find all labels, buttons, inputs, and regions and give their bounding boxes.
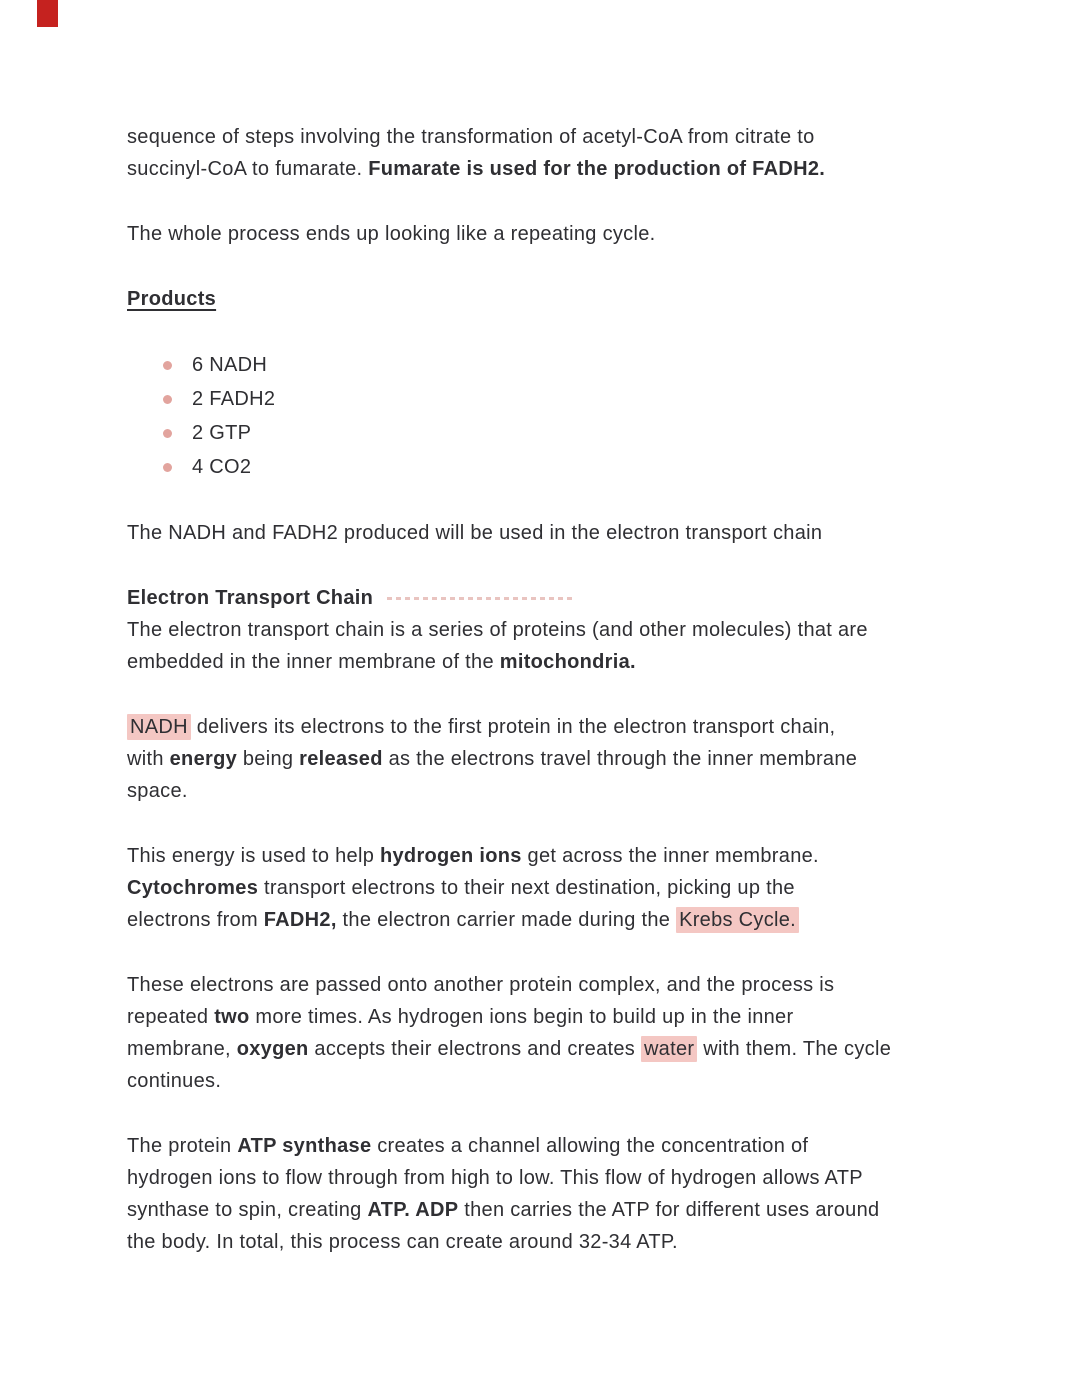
text-run: as the electrons travel through the inner membrane bbox=[382, 748, 858, 770]
text-line bbox=[127, 904, 967, 936]
paragraph-cytochromes bbox=[127, 840, 967, 936]
bold-text: Electron Transport Chain bbox=[127, 587, 374, 609]
text-run: succinyl-CoA to fumarate. bbox=[127, 158, 369, 180]
text-run: synthase to spin, creating bbox=[127, 1199, 368, 1221]
section-electron-transport-chain bbox=[127, 582, 967, 678]
text-run: accepts their electrons and creates bbox=[308, 1038, 641, 1060]
text-run: hydrogen ions to flow through from high to low. This flow of hydrogen allows ATP bbox=[127, 1167, 863, 1189]
highlighted-text: Krebs Cycle. bbox=[676, 907, 799, 933]
text-line bbox=[127, 1065, 967, 1097]
text-line bbox=[127, 840, 967, 872]
text-run: repeated bbox=[127, 1006, 215, 1028]
text-line bbox=[127, 872, 967, 904]
bold-text: oxygen bbox=[236, 1038, 309, 1060]
text-run: get across the inner membrane. bbox=[521, 845, 819, 867]
bold-text: Products bbox=[127, 288, 217, 310]
paragraph-repeating-cycle bbox=[127, 218, 967, 250]
bold-text: Fumarate is used for the production of FADH2. bbox=[368, 158, 826, 180]
text-line bbox=[127, 1001, 967, 1033]
dashed-divider bbox=[387, 597, 573, 600]
red-bookmark-marker bbox=[37, 0, 58, 27]
highlighted-text: water bbox=[641, 1036, 697, 1062]
bold-text: Cytochromes bbox=[127, 877, 259, 899]
text-run: space. bbox=[127, 780, 188, 802]
list-item bbox=[127, 348, 967, 382]
text-run: electrons from bbox=[127, 909, 264, 931]
text-run: then carries the ATP for different uses around bbox=[458, 1199, 880, 1221]
text-run: These electrons are passed onto another protein complex, and the process is bbox=[127, 974, 835, 996]
list-item-text: 6 NADH bbox=[192, 354, 268, 376]
text-run: the body. In total, this process can create around 32-34 ATP. bbox=[127, 1231, 678, 1253]
text-run: sequence of steps involving the transformation of acetyl-CoA from citrate to bbox=[127, 126, 815, 148]
text-line bbox=[127, 153, 967, 185]
text-run: The electron transport chain is a series of proteins (and other molecules) that are bbox=[127, 619, 868, 641]
bold-text: hydrogen ions bbox=[379, 845, 522, 867]
text-line bbox=[127, 121, 967, 153]
paragraph-atp-synthase bbox=[127, 1130, 967, 1258]
paragraph-nadh-delivers bbox=[127, 711, 967, 807]
text-run: the electron carrier made during the bbox=[336, 909, 677, 931]
text-run: transport electrons to their next destination, picking up the bbox=[258, 877, 795, 899]
text-run: The whole process ends up looking like a repeating cycle. bbox=[127, 223, 656, 245]
bold-text: two bbox=[214, 1006, 250, 1028]
text-line bbox=[127, 1194, 967, 1226]
text-line bbox=[127, 283, 967, 315]
list-item bbox=[127, 382, 967, 416]
text-run: with bbox=[127, 748, 170, 770]
text-line bbox=[127, 1162, 967, 1194]
text-run: creates a channel allowing the concentration of bbox=[371, 1135, 809, 1157]
paragraph-nadh-fadh2-usage bbox=[127, 517, 967, 549]
bullet-icon bbox=[163, 463, 172, 472]
text-run: The protein bbox=[127, 1135, 238, 1157]
text-line bbox=[127, 775, 967, 807]
text-line bbox=[127, 1130, 967, 1162]
paragraph-krebs-sequence bbox=[127, 121, 967, 185]
text-line bbox=[127, 1226, 967, 1258]
text-line bbox=[127, 969, 967, 1001]
bold-text: energy bbox=[169, 748, 238, 770]
list-item-text: 4 CO2 bbox=[192, 456, 252, 478]
text-run: This energy is used to help bbox=[127, 845, 380, 867]
document-content bbox=[127, 121, 967, 1291]
list-item-text: 2 FADH2 bbox=[192, 388, 276, 410]
text-line bbox=[127, 517, 967, 549]
text-line bbox=[127, 743, 967, 775]
text-run: more times. As hydrogen ions begin to build up in the inner bbox=[249, 1006, 794, 1028]
bold-text: released bbox=[299, 748, 383, 770]
text-line bbox=[127, 614, 967, 646]
text-run: membrane, bbox=[127, 1038, 237, 1060]
highlighted-text: NADH bbox=[127, 714, 191, 740]
bullet-icon bbox=[163, 361, 172, 370]
text-line bbox=[127, 582, 967, 614]
list-item bbox=[127, 416, 967, 450]
bold-text: ATP synthase bbox=[237, 1135, 372, 1157]
bullet-icon bbox=[163, 395, 172, 404]
text-line bbox=[127, 711, 967, 743]
text-run: continues. bbox=[127, 1070, 222, 1092]
paragraph-water-creation bbox=[127, 969, 967, 1097]
text-run: with them. The cycle bbox=[697, 1038, 892, 1060]
text-run: The NADH and FADH2 produced will be used in the electron transport chain bbox=[127, 522, 823, 544]
text-line bbox=[127, 1033, 967, 1065]
list-item-text: 2 GTP bbox=[192, 422, 252, 444]
list-item bbox=[127, 450, 967, 484]
bold-text: ATP. ADP bbox=[367, 1199, 459, 1221]
text-line bbox=[127, 218, 967, 250]
products-heading bbox=[127, 283, 967, 315]
products-list bbox=[127, 348, 967, 484]
text-line bbox=[127, 646, 967, 678]
text-run: being bbox=[237, 748, 300, 770]
text-run: delivers its electrons to the first protein in the electron transport chain, bbox=[190, 716, 836, 738]
text-run: embedded in the inner membrane of the bbox=[127, 651, 500, 673]
bullet-icon bbox=[163, 429, 172, 438]
bold-text: FADH2, bbox=[263, 909, 337, 931]
bold-text: mitochondria. bbox=[499, 651, 636, 673]
